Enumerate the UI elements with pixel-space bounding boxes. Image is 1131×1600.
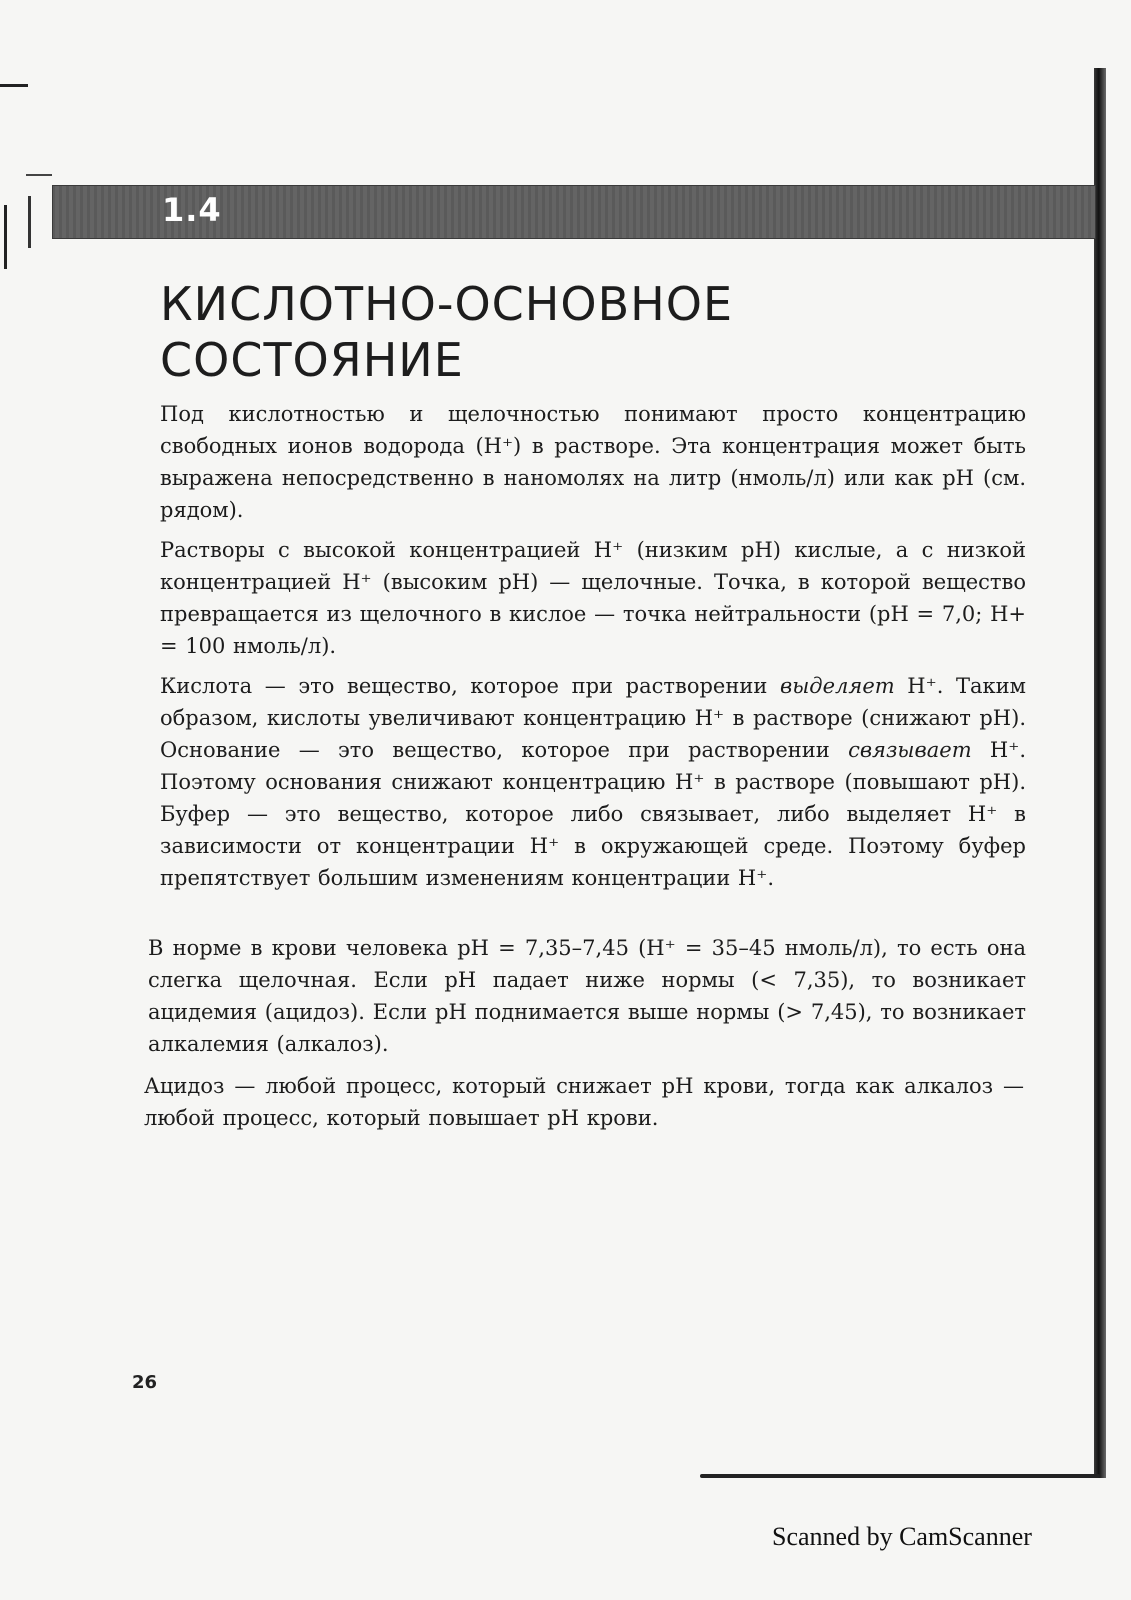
section-number: 1.4 xyxy=(162,191,222,229)
emphasis-text: связывает xyxy=(848,738,972,762)
paragraph-text: Н⁺. Поэтому основания снижают концентрацию Н⁺ в растворе (повышают pH). Буфер — это вещество, которое либо связывает, либо выделяет Н⁺ в зависимости от концентрации Н⁺ в окружающей среде. Поэтому буфер препятствует большим изменениям концентрации Н⁺. xyxy=(160,738,1027,890)
paragraph-text: Н⁺. Таким образом, кислоты увеличивают концентрацию Н⁺ в растворе (снижают pH). Основание — это вещество, которое при растворении xyxy=(160,674,1026,762)
paragraph-text: Кислота — это вещество, которое при растворении xyxy=(160,674,780,698)
paragraph-blood-ph: В норме в крови человека pH = 7,35–7,45 (Н⁺ = 35–45 нмоль/л), то есть она слегка щелочная. Если pH падает ниже нормы (< 7,35), то возникает ацидемия (ацидоз). Если pH поднимается выше нормы (> 7,45), то возникает алкалемия (алкалоз). xyxy=(148,936,1026,1056)
scan-edge-mark xyxy=(28,196,31,248)
page-title-line-2: СОСТОЯНИЕ xyxy=(160,333,464,387)
scan-edge-mark xyxy=(0,84,28,87)
paragraph-definition: Под кислотностью и щелочностью понимают просто концентрацию свободных ионов водорода (Н⁺) в растворе. Эта концентрация может быть выражена непосредственно в наномолях на литр (нмоль/л) или как pH (см. рядом). xyxy=(160,402,1026,522)
page-title xyxy=(160,276,1040,388)
emphasis-text: выделяет xyxy=(779,674,895,698)
page-title-line-1: КИСЛОТНО-ОСНОВНОЕ xyxy=(160,277,734,331)
paragraph-acid-base-buffer xyxy=(160,670,1026,894)
scanner-watermark: Scanned by CamScanner xyxy=(772,1522,1032,1551)
scan-edge-mark xyxy=(26,174,52,176)
section-header-bar xyxy=(52,185,1096,239)
paragraph-acidosis-alkalosis: Ацидоз — любой процесс, который снижает pH крови, тогда как алкалоз — любой процесс, который повышает pH крови. xyxy=(144,1074,1024,1130)
scan-edge-mark xyxy=(4,205,7,269)
page-edge-shadow xyxy=(1094,68,1106,1478)
page-number: 26 xyxy=(132,1372,158,1393)
paragraph-neutrality: Растворы с высокой концентрацией Н⁺ (низким pH) кислые, а с низкой концентрацией Н⁺ (высоким pH) — щелочные. Точка, в которой вещество превращается из щелочного в кислое — точка нейтральности (pH = 7,0; H+ = 100 нмоль/л). xyxy=(160,538,1026,658)
page-edge-shadow-bottom xyxy=(700,1474,1100,1478)
